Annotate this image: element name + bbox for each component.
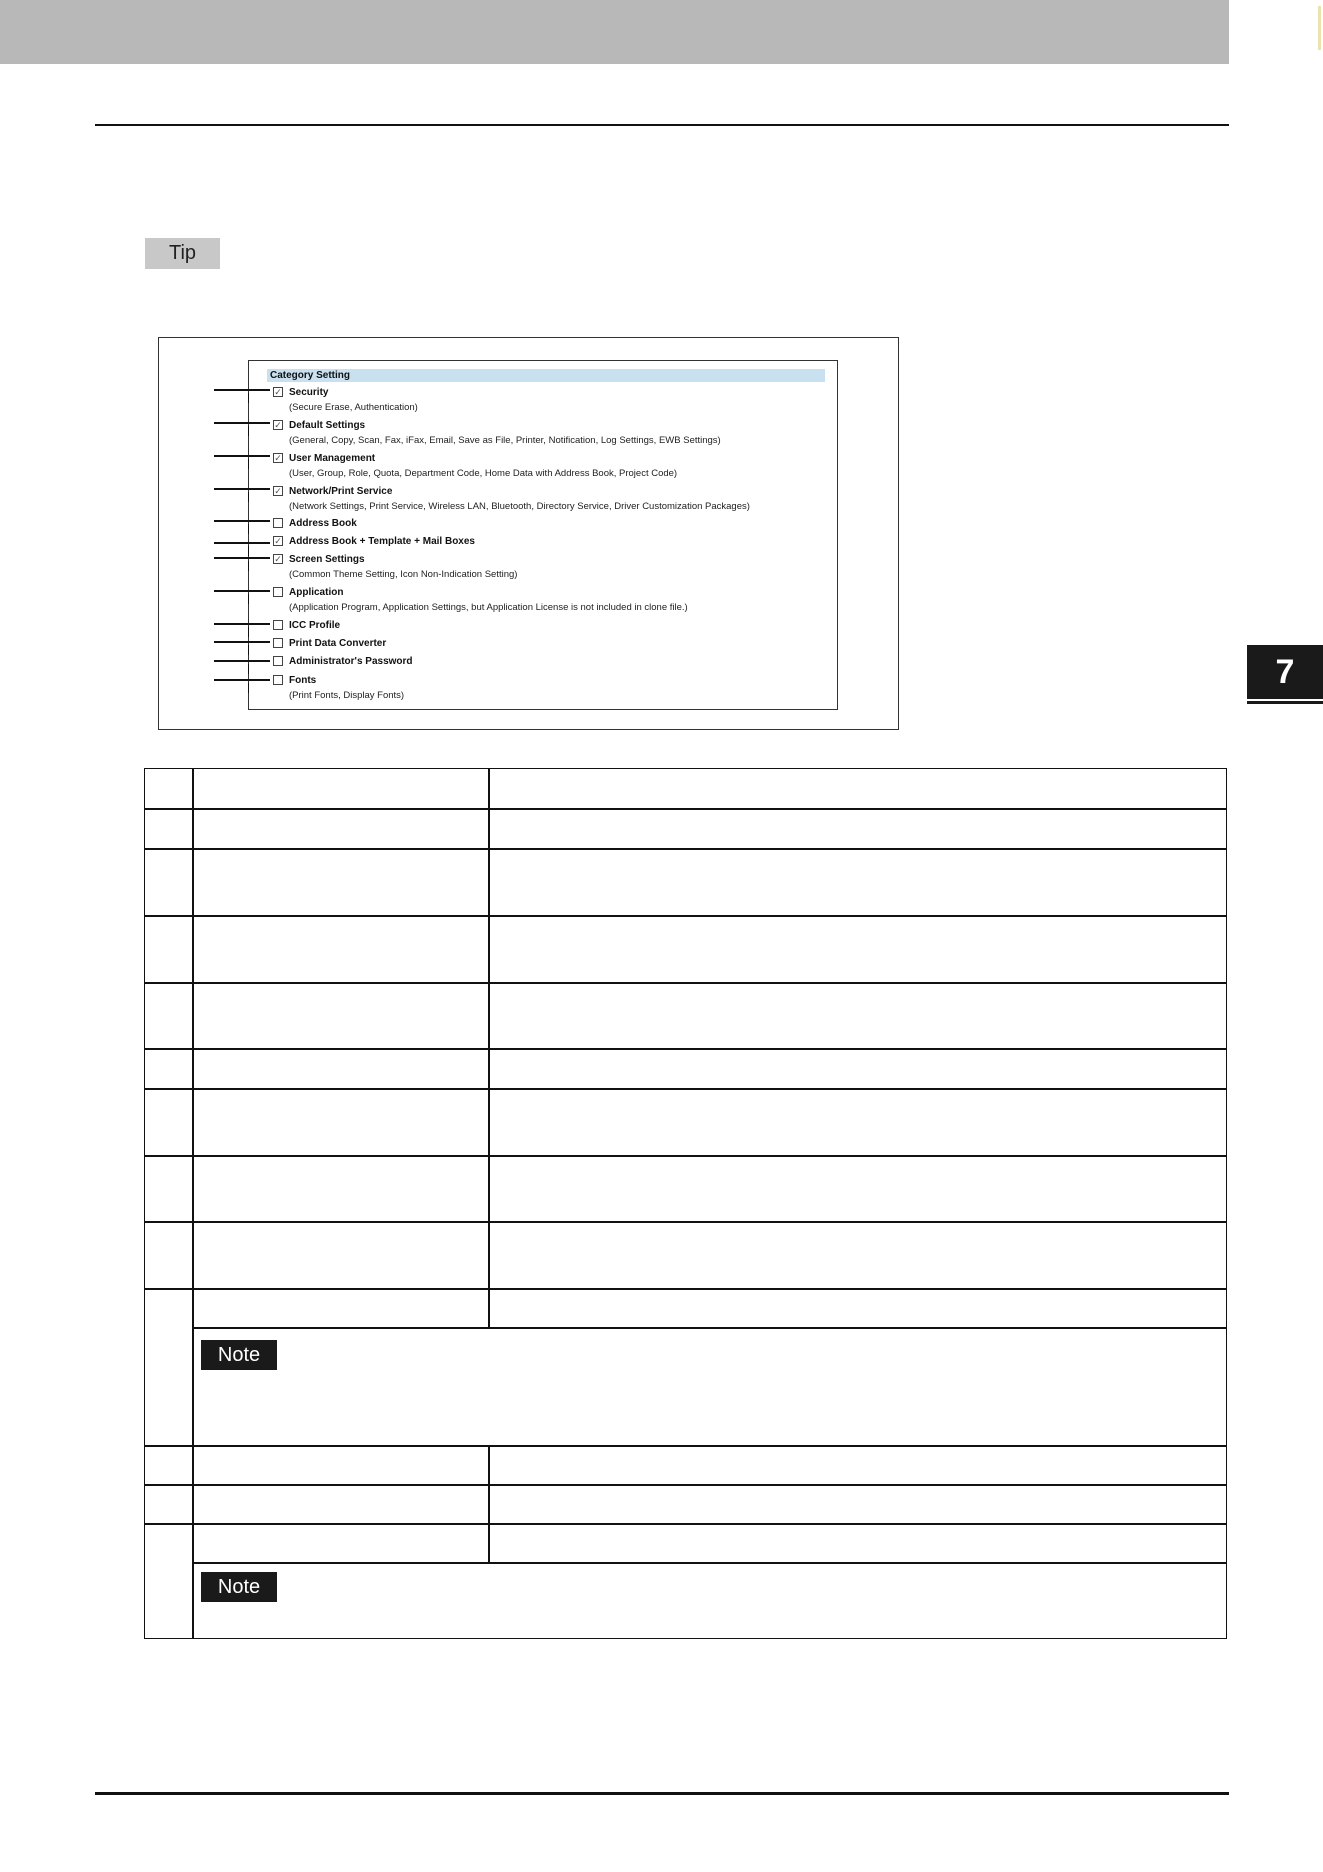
table-note-divider	[192, 1562, 1227, 1564]
callout-leader-line	[214, 422, 270, 424]
table-row-divider	[144, 1523, 1227, 1525]
category-checkbox[interactable]	[273, 675, 283, 685]
callout-leader-tick	[248, 459, 249, 469]
category-checkbox[interactable]: ✓	[274, 536, 282, 546]
callout-leader-tick	[248, 645, 249, 655]
category-description: (User, Group, Role, Quota, Department Code, Home Data with Address Book, Project Code)	[289, 468, 678, 479]
category-checkbox[interactable]	[273, 587, 283, 597]
table-row-divider	[144, 1445, 1227, 1447]
category-description: (Common Theme Setting, Icon Non-Indication Setting)	[289, 569, 518, 580]
table-row-divider	[144, 1484, 1227, 1486]
callout-leader-line	[214, 623, 270, 625]
category-checkbox[interactable]: ✓	[274, 387, 282, 397]
category-title: User Management	[289, 453, 376, 464]
category-description: (General, Copy, Scan, Fax, iFax, Email, Save as File, Printer, Notification, Log Settings, EWB Settings)	[289, 435, 721, 446]
page-header-banner	[0, 0, 1229, 64]
callout-leader-line	[214, 389, 270, 391]
footer-rule	[95, 1792, 1229, 1795]
settings-table	[144, 768, 1227, 1638]
category-checkbox[interactable]	[273, 638, 283, 648]
callout-leader-line	[214, 455, 270, 457]
category-title: Screen Settings	[289, 554, 365, 565]
tip-label: Tip	[145, 238, 220, 269]
callout-leader-tick	[248, 524, 249, 534]
callout-leader-tick	[248, 561, 249, 571]
callout-leader-line	[214, 488, 270, 490]
category-title: Network/Print Service	[289, 486, 393, 497]
category-description: (Secure Erase, Authentication)	[289, 402, 418, 413]
category-title: Print Data Converter	[289, 638, 387, 649]
callout-leader-line	[214, 542, 270, 544]
table-row-divider	[144, 982, 1227, 984]
callout-leader-tick	[248, 664, 249, 674]
category-title: Fonts	[289, 675, 317, 686]
category-checkbox[interactable]: ✓	[274, 420, 282, 430]
callout-leader-tick	[248, 546, 249, 556]
callout-leader-tick	[248, 594, 249, 604]
note-label: Note	[201, 1572, 277, 1602]
table-column-divider	[488, 1445, 490, 1562]
callout-leader-line	[214, 520, 270, 522]
category-checkbox[interactable]: ✓	[274, 554, 282, 564]
category-title: Default Settings	[289, 420, 366, 431]
category-checkbox[interactable]: ✓	[274, 453, 282, 463]
table-row-divider	[144, 848, 1227, 850]
table-column-divider	[192, 768, 194, 1638]
callout-leader-tick	[248, 426, 249, 436]
table-row-divider	[144, 1088, 1227, 1090]
callout-leader-line	[214, 660, 270, 662]
callout-leader-tick	[248, 683, 249, 693]
category-checkbox[interactable]: ✓	[274, 486, 282, 496]
category-setting-header: Category Setting	[267, 369, 825, 382]
category-title: Address Book + Template + Mail Boxes	[289, 536, 475, 547]
callout-leader-line	[214, 557, 270, 559]
category-title: Administrator's Password	[289, 656, 413, 667]
table-column-divider	[488, 768, 490, 1327]
category-description: (Application Program, Application Settings, but Application License is not included in clone file.)	[289, 602, 688, 613]
table-row-divider	[144, 1155, 1227, 1157]
table-row-divider	[144, 1288, 1227, 1290]
chapter-tab-underline	[1247, 701, 1323, 704]
category-checkbox[interactable]	[273, 620, 283, 630]
category-checkbox[interactable]	[273, 518, 283, 528]
callout-leader-line	[214, 679, 270, 681]
category-description: (Print Fonts, Display Fonts)	[289, 690, 405, 701]
category-title: Address Book	[289, 518, 357, 529]
header-accent-mark	[1318, 6, 1321, 50]
chapter-tab: 7	[1247, 645, 1323, 699]
callout-leader-tick	[248, 627, 249, 637]
callout-leader-tick	[248, 492, 249, 502]
callout-leader-line	[214, 641, 270, 643]
table-row-divider	[144, 915, 1227, 917]
category-checkbox[interactable]	[273, 656, 283, 666]
table-row-divider	[144, 808, 1227, 810]
callout-leader-tick	[248, 393, 249, 403]
callout-leader-line	[214, 590, 270, 592]
note-label: Note	[201, 1340, 277, 1370]
table-row-divider	[144, 1048, 1227, 1050]
header-rule	[95, 124, 1229, 126]
category-title: Application	[289, 587, 344, 598]
category-title: ICC Profile	[289, 620, 341, 631]
table-row-divider	[144, 1221, 1227, 1223]
table-note-divider	[192, 1327, 1227, 1329]
category-title: Security	[289, 387, 329, 398]
category-description: (Network Settings, Print Service, Wireless LAN, Bluetooth, Directory Service, Driver Customization Packages)	[289, 501, 750, 512]
